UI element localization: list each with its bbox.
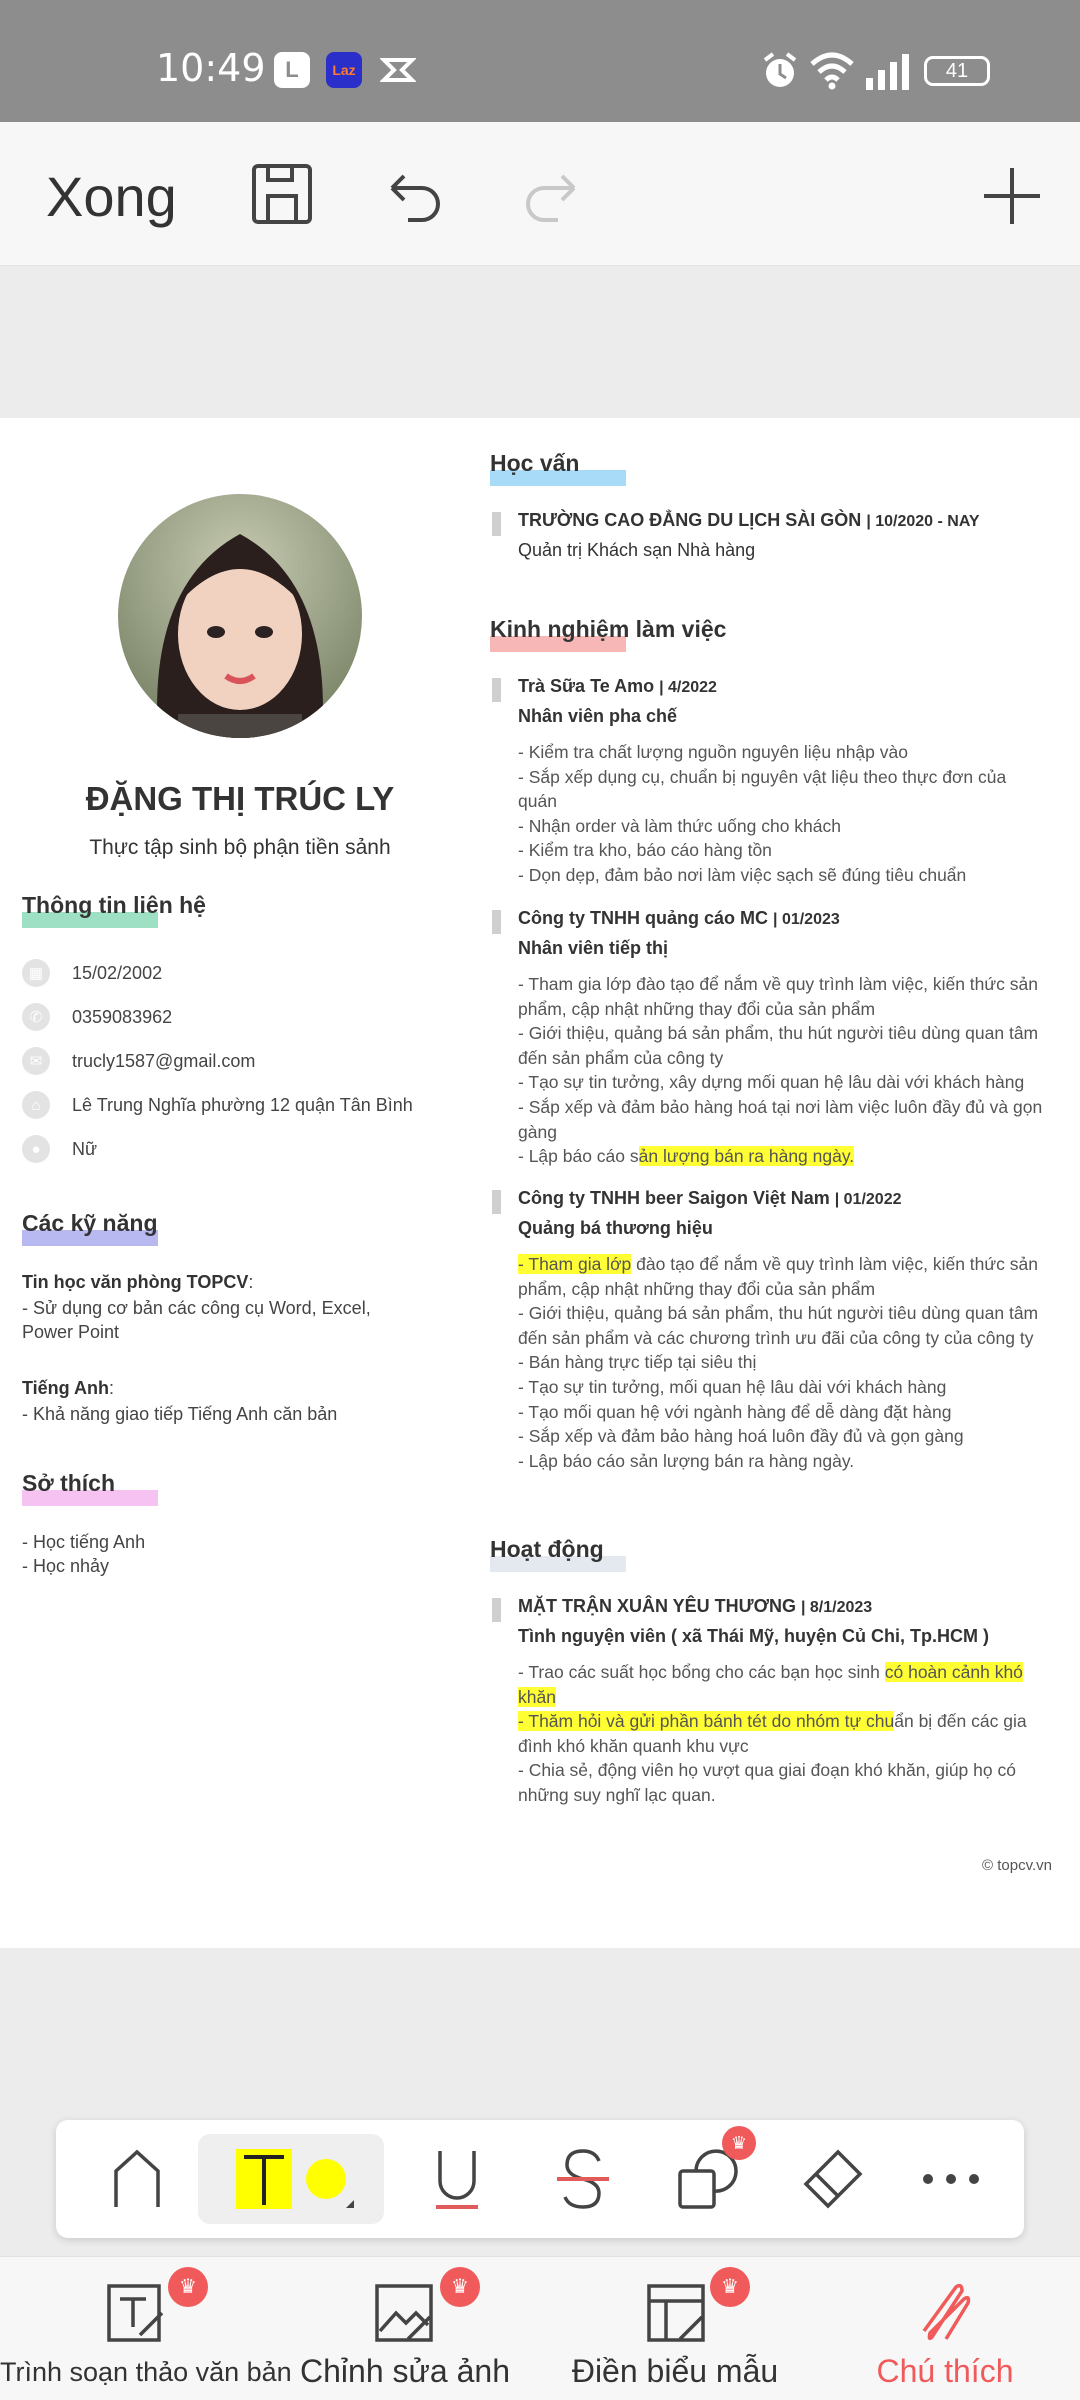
- job-entry: Công ty TNHH beer Saigon Việt Nam | 01/2022 Quảng bá thương hiệu - Tham gia lớp đào tạo để nắm về quy trình làm việc, kiến thức sản phẩm, cập nhật những thay đổi của sản phẩm - Giới thiệu, quảng bá sản phẩm, thu hút người tiêu dùng quan tâm đến sản phẩm và các chương trình ưu đãi của công ty của công ty - Bán hàng trực tiếp tại siêu thị - Tạo sự tin tưởng, mối quan hệ lâu dài với khách hàng - Tạo mối quan hệ với ngành hàng để dễ dàng đặt hàng - Sắp xếp và đảm bảo hàng hoá luôn đầy đủ và gọn gàng - Lập báo cáo sản lượng bán ra hàng ngày.: [492, 1188, 1052, 1488]
- contact-address: ⌂ Lê Trung Nghĩa phường 12 quận Tân Bình: [22, 1090, 413, 1120]
- battery-indicator: 41: [924, 56, 990, 86]
- school-name: TRƯỜNG CAO ĐẲNG DU LỊCH SÀI GÒN: [518, 510, 862, 530]
- job-entry: Công ty TNHH quảng cáo MC | 01/2023 Nhân viên tiếp thị - Tham gia lớp đào tạo để nắm về quy trình làm việc, kiến thức sản phẩm, cập nhật những thay đổi của sản phẩm - Giới thiệu, quảng bá sản phẩm, thu hút người tiêu dùng quan tâm đến sản phẩm của công ty - Tạo sự tin tưởng, xây dựng mối quan hệ lâu dài với khách hàng - Sắp xếp và đảm bảo hàng hoá tại nơi làm việc luôn đầy đủ và gọn gàng - Lập báo cáo sản lượng bán ra hàng ngày.: [492, 908, 1052, 1184]
- add-icon[interactable]: [982, 166, 1042, 231]
- email-icon: ✉: [22, 1047, 50, 1075]
- nav-fill-form[interactable]: ♛ Điền biểu mẫu: [540, 2257, 810, 2400]
- save-icon[interactable]: [250, 162, 314, 231]
- education-major: Quản trị Khách sạn Nhà hàng: [518, 540, 756, 560]
- pen-icon[interactable]: [102, 2140, 172, 2218]
- activities-section-title: Hoạt động: [490, 1536, 604, 1563]
- text-highlight-tool[interactable]: [198, 2134, 384, 2224]
- contact-phone: ✆ 0359083962: [22, 1002, 172, 1032]
- job-description: - Tham gia lớp đào tạo để nắm về quy trình làm việc, kiến thức sản phẩm, cập nhật những thay đổi của sản phẩm - Giới thiệu, quảng bá sản phẩm, thu hút người tiêu dùng quan tâm đến sản phẩm của công ty - Tạo sự tin tưởng, xây dựng mối quan hệ lâu dài với khách hàng - Sắp xếp và đảm bảo hàng hoá tại nơi làm việc luôn đầy đủ và gọn gàng - Lập báo cáo sản lượng bán ra hàng ngày.: [518, 974, 1043, 1167]
- contact-gender: ● Nữ: [22, 1134, 97, 1164]
- underline-icon[interactable]: [422, 2140, 492, 2218]
- skills-section-title: Các kỹ năng: [22, 1210, 158, 1237]
- skill-office: Tin học văn phòng TOPCV:: [22, 1272, 254, 1292]
- highlight-annotation[interactable]: có hoàn cảnh khó khăn: [518, 1662, 1023, 1707]
- experience-section-title: Kinh nghiệm làm việc: [490, 616, 726, 643]
- contact-section-title: Thông tin liên hệ: [22, 892, 206, 919]
- highlight-annotation[interactable]: - Thăm hỏi và gửi phần bánh tét do nhóm tự chu: [518, 1711, 895, 1732]
- capcut-icon: [378, 52, 418, 88]
- text-highlight-icon: [236, 2149, 292, 2209]
- nav-text-editor[interactable]: ♛ Trình soạn thảo văn bản: [0, 2257, 270, 2400]
- app-l-icon: L: [274, 52, 310, 88]
- contact-email: ✉ trucly1587@gmail.com: [22, 1046, 255, 1076]
- job-entry: Trà Sữa Te Amo | 4/2022 Nhân viên pha chế - Kiểm tra chất lượng nguồn nguyên liệu nhập vào - Sắp xếp dụng cụ, chuẩn bị nguyên vật liệu theo thực đơn của quán - Nhận order và làm thức uống cho khách - Kiểm tra kho, báo cáo hàng tồn - Dọn dẹp, đảm bảo nơi làm việc sạch sẽ đúng tiêu chuẩn: [492, 676, 1052, 896]
- photo-edit-icon: [374, 2283, 434, 2348]
- watermark: © topcv.vn: [982, 1857, 1052, 1874]
- undo-icon[interactable]: [382, 162, 446, 231]
- person-icon: ●: [22, 1135, 50, 1163]
- annotation-toolbar: [56, 2120, 1024, 2238]
- done-button[interactable]: Xong: [46, 165, 177, 228]
- cv-role: Thực tập sinh bộ phận tiền sảnh: [89, 836, 391, 859]
- hobby-item: - Học nhảy: [22, 1556, 110, 1576]
- calendar-icon: ▦: [22, 959, 50, 987]
- nav-edit-photo[interactable]: ♛ Chỉnh sửa ảnh: [270, 2257, 540, 2400]
- dropdown-corner-icon: [346, 2200, 354, 2208]
- status-bar: [0, 0, 1080, 122]
- skill-english-desc: - Khả năng giao tiếp Tiếng Anh căn bản: [22, 1404, 338, 1424]
- top-toolbar: [0, 122, 1080, 266]
- nav-annotate[interactable]: Chú thích: [810, 2257, 1080, 2400]
- skill-office-desc: - Sử dụng cơ bản các công cụ Word, Excel, Power Point: [22, 1298, 371, 1342]
- wifi-icon: [808, 50, 856, 95]
- highlight-annotation[interactable]: - Tham gia lớp: [518, 1254, 632, 1274]
- education-date: | 10/2020 - NAY: [866, 513, 980, 530]
- cv-name: ĐẶNG THỊ TRÚC LY: [85, 780, 395, 817]
- eraser-icon[interactable]: [798, 2140, 868, 2218]
- shapes-icon[interactable]: [668, 2133, 748, 2218]
- bottom-navigation: [0, 2256, 1080, 2400]
- profile-photo: [118, 494, 362, 738]
- clock: 10:49: [156, 46, 266, 90]
- premium-crown-icon: ♛: [722, 2126, 756, 2160]
- activity-entry: MẶT TRẬN XUÂN YÊU THƯƠNG | 8/1/2023 Tình nguyện viên ( xã Thái Mỹ, huyện Củ Chi, Tp.HCM ) - Trao các suất học bổng cho các bạn học sinh có hoàn cảnh khó khăn - Thăm hỏi và gửi phần bánh tét do nhóm tự chuẩn bị đến các gia đình khó khăn quanh khu vực - Chia sẻ, động viên họ vượt qua giai đoạn khó khăn, giúp họ có những suy nghĩ lạc quan.: [492, 1596, 1052, 1806]
- contact-birthday: ▦ 15/02/2002: [22, 958, 162, 988]
- job-description: - Kiểm tra chất lượng nguồn nguyên liệu nhập vào - Sắp xếp dụng cụ, chuẩn bị nguyên vật liệu theo thực đơn của quán - Nhận order và làm thức uống cho khách - Kiểm tra kho, báo cáo hàng tồn - Dọn dẹp, đảm bảo nơi làm việc sạch sẽ đúng tiêu chuẩn: [518, 742, 1007, 885]
- redo-icon[interactable]: [520, 162, 584, 231]
- hobbies-section-title: Sở thích: [22, 1470, 115, 1497]
- activity-description: - Trao các suất học bổng cho các bạn học sinh có hoàn cảnh khó khăn - Thăm hỏi và gửi phần bánh tét do nhóm tự chuẩn bị đến các gia đình khó khăn quanh khu vực - Chia sẻ, động viên họ vượt qua giai đoạn khó khăn, giúp họ có những suy nghĩ lạc quan.: [518, 1662, 1027, 1805]
- job-description: - Tham gia lớp đào tạo để nắm về quy trình làm việc, kiến thức sản phẩm, cập nhật những thay đổi của sản phẩm - Giới thiệu, quảng bá sản phẩm, thu hút người tiêu dùng quan tâm đến sản phẩm và các chương trình ưu đãi của công ty của công ty - Bán hàng trực tiếp tại siêu thị - Tạo sự tin tưởng, mối quan hệ lâu dài với khách hàng - Tạo mối quan hệ với ngành hàng để dễ dàng đặt hàng - Sắp xếp và đảm bảo hàng hoá luôn đầy đủ và gọn gàng - Lập báo cáo sản lượng bán ra hàng ngày.: [518, 1254, 1039, 1471]
- premium-crown-icon: ♛: [168, 2267, 208, 2307]
- education-section-title: Học vấn: [490, 450, 579, 477]
- alarm-icon: [762, 52, 798, 95]
- text-editor-icon: [106, 2283, 166, 2348]
- skill-english: Tiếng Anh:: [22, 1378, 115, 1398]
- highlight-annotation[interactable]: ản lượng bán ra hàng ngày.: [638, 1146, 855, 1167]
- home-icon: ⌂: [22, 1091, 50, 1119]
- color-dot: [306, 2159, 346, 2199]
- phone-icon: ✆: [22, 1003, 50, 1031]
- form-icon: [646, 2283, 706, 2348]
- premium-crown-icon: ♛: [710, 2267, 750, 2307]
- annotate-icon: [916, 2281, 976, 2350]
- strikethrough-icon[interactable]: [548, 2140, 618, 2218]
- more-icon[interactable]: [916, 2140, 986, 2218]
- education-entry: [492, 510, 1052, 570]
- hobby-item: - Học tiếng Anh: [22, 1532, 146, 1552]
- cv-document-page[interactable]: [0, 418, 1080, 1948]
- signal-icon: [866, 54, 910, 95]
- premium-crown-icon: ♛: [440, 2267, 480, 2307]
- lazada-icon: Laz: [326, 52, 362, 88]
